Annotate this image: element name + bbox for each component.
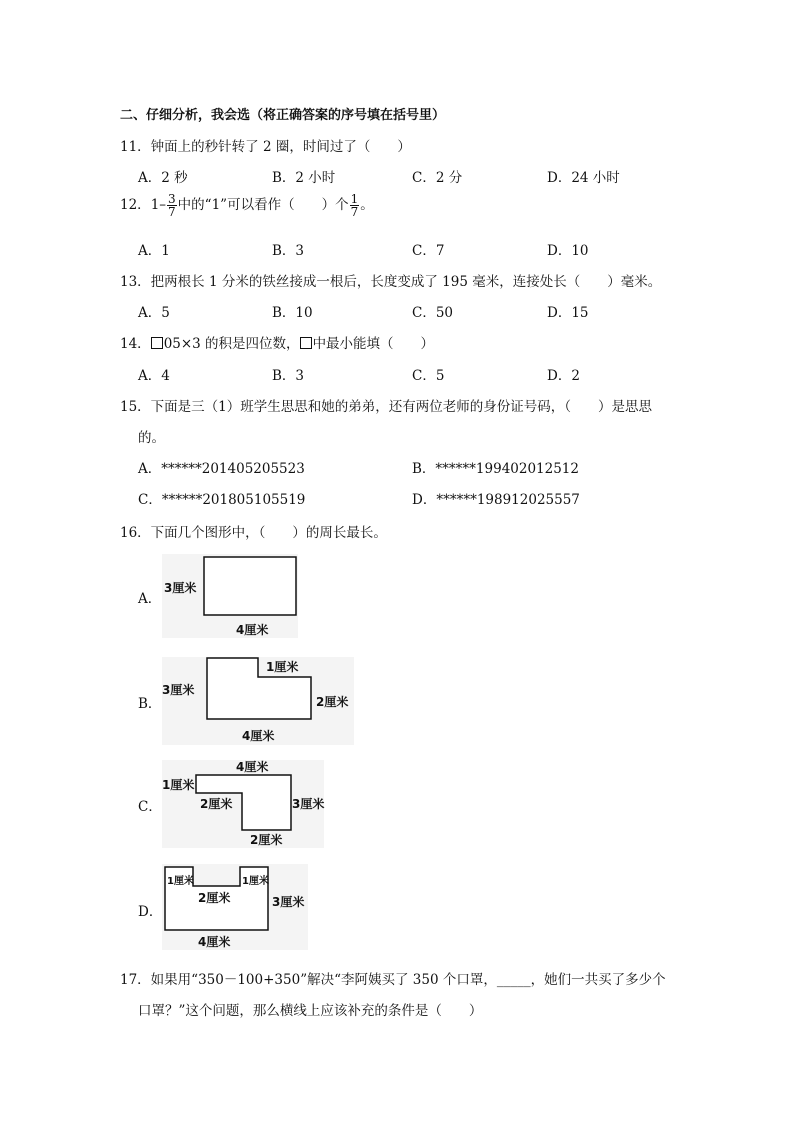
- q12-frac1-num: 3: [168, 192, 176, 206]
- q14-option-c: C．5: [412, 368, 445, 384]
- figure-d-right-label: 3厘米: [272, 895, 305, 909]
- question-16-stem: 16．下面几个图形中，（ ）的周长最长。: [120, 525, 387, 541]
- figure-d-right-tab-label: 1厘米: [242, 876, 269, 887]
- q16-option-d: D．: [138, 904, 163, 920]
- q15-option-b: B．******199402012512: [412, 461, 579, 477]
- section-title: 二、仔细分析，我会选（将正确答案的序号填在括号里）: [120, 108, 446, 123]
- q11-option-a: A．2 秒: [138, 170, 188, 186]
- figure-a-bottom-label: 4厘米: [236, 623, 269, 637]
- q12-mid: 中的“1”可以看作（ ）个: [177, 197, 349, 213]
- q12-frac2-num: 1: [350, 192, 359, 206]
- q12-frac2-den: 7: [350, 205, 359, 219]
- q12-fraction-2: [350, 193, 360, 218]
- q11-option-b: B．2 小时: [272, 170, 336, 186]
- q16-option-c: C．: [138, 799, 162, 815]
- blank-box-icon: [151, 337, 163, 349]
- q14-part2: 中最小能填（ ）: [312, 336, 435, 352]
- q12-frac1-den: 7: [168, 205, 176, 219]
- figure-d-inner-label: 2厘米: [198, 891, 231, 905]
- q16-option-a: A．: [138, 591, 162, 607]
- figure-c-top-label: 4厘米: [236, 760, 269, 774]
- q15-option-c: C．******201805105519: [138, 492, 306, 508]
- question-17-stem-line2: 口罩？”这个问题，那么横线上应该补充的条件是（ ）: [138, 1003, 483, 1019]
- q14-option-a: A．4: [138, 368, 170, 384]
- figure-a-rectangle: [204, 557, 296, 615]
- q14-option-b: B．3: [272, 368, 305, 384]
- figure-a-left-label: 3厘米: [164, 581, 197, 595]
- question-14-stem: [120, 332, 434, 352]
- q15-option-a: A．******201405205523: [138, 461, 305, 477]
- figure-d-left-tab-label: 1厘米: [167, 876, 194, 887]
- q11-option-d: D．24 小时: [547, 170, 620, 186]
- q12-prefix: 12．: [120, 197, 151, 213]
- q14-option-d: D．2: [547, 368, 580, 384]
- question-13-stem: 13．把两根长 1 分米的铁丝接成一根后，长度变成了 195 毫米，连接处长（ ）毫米。: [120, 274, 662, 290]
- q13-option-c: C．50: [412, 305, 454, 321]
- figure-c-left-label: 1厘米: [162, 778, 195, 792]
- q11-option-c: C．2 分: [412, 170, 463, 186]
- figure-d-bottom-label: 4厘米: [198, 935, 231, 949]
- figure-b-right-label: 2厘米: [316, 695, 349, 709]
- q15-option-d: D．******198912025557: [412, 492, 580, 508]
- q13-option-d: D．15: [547, 305, 589, 321]
- q12-option-c: C．7: [412, 243, 445, 259]
- question-15-stem-line1: 15．下面是三（1）班学生思思和她的弟弟，还有两位老师的身份证号码，（ ）是思思: [120, 399, 653, 415]
- figure-c-bottom-label: 2厘米: [250, 833, 283, 847]
- q16-option-b: B．: [138, 696, 162, 712]
- q14-prefix: 14．: [120, 336, 151, 352]
- q12-fraction-1: [167, 193, 177, 218]
- question-15-stem-line2: 的。: [138, 430, 165, 446]
- question-12-stem: 12．1– $\frac{3}{7}$ 中的“1”可以看作（ ）个 $\frac{1}{7}$ 。: [120, 192, 374, 219]
- blank-box-icon: [300, 337, 312, 349]
- q13-option-b: B．10: [272, 305, 313, 321]
- q13-option-a: A．5: [138, 305, 170, 321]
- figure-c-inner-label: 2厘米: [200, 797, 233, 811]
- figure-c-right-label: 3厘米: [292, 797, 325, 811]
- q14-part1: 05×3 的积是四位数，: [163, 336, 300, 352]
- q12-option-b: B．3: [272, 243, 305, 259]
- q12-option-d: D．10: [547, 243, 589, 259]
- figure-a: [160, 552, 300, 640]
- figure-c: [160, 758, 326, 850]
- figure-b: [160, 655, 356, 747]
- figure-b-left-label: 3厘米: [162, 683, 195, 697]
- figure-b-step-label: 1厘米: [266, 660, 299, 674]
- q12-whole: 1: [150, 197, 160, 213]
- question-17-stem-line1: 17．如果用“350－100+350”解决“李阿姨买了 350 个口罩，_____，她们一共买了多少个: [120, 972, 666, 988]
- q12-option-a: A．1: [138, 243, 170, 259]
- q12-end: 。: [360, 197, 374, 213]
- figure-d: [160, 862, 310, 952]
- question-11-stem: 11．钟面上的秒针转了 2 圈，时间过了（ ）: [120, 139, 411, 155]
- figure-b-bottom-label: 4厘米: [242, 729, 275, 743]
